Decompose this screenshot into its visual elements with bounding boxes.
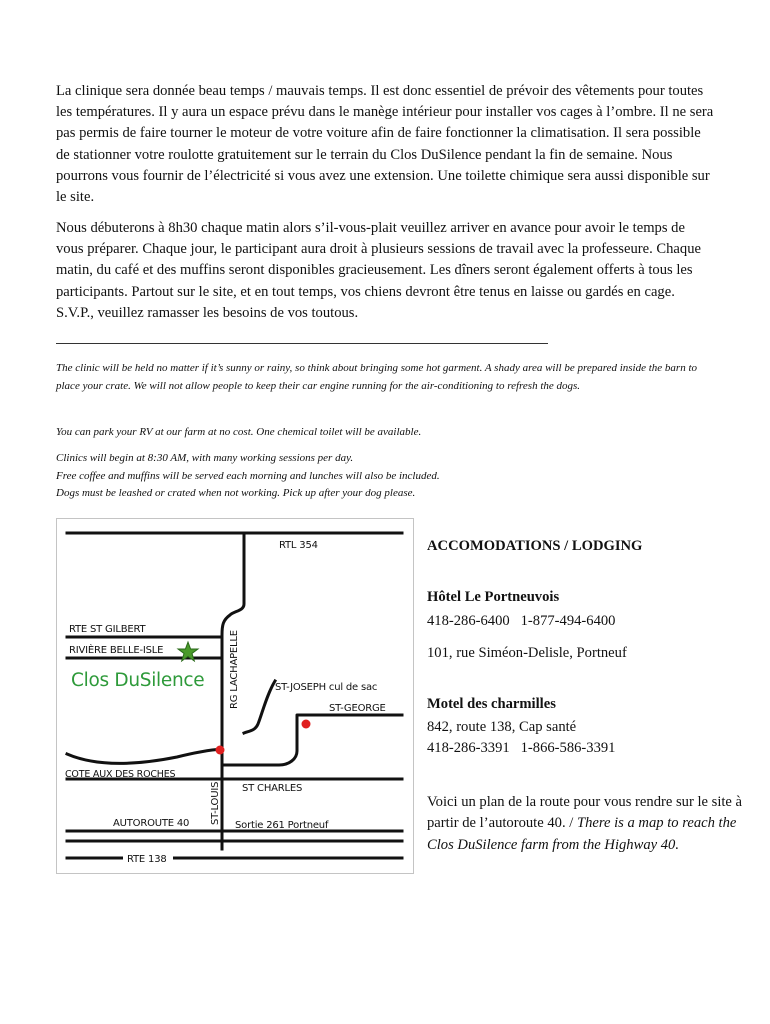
english-line-dogs: Dogs must be leashed or crated when not working. Pick up after your dog please. <box>56 487 416 499</box>
hotel1-address: 101, rue Siméon-Delisle, Portneuf <box>427 644 627 661</box>
road-st-joseph <box>244 681 275 733</box>
label-rte-138: RTE 138 <box>127 854 167 865</box>
label-st-george: ST-GEORGE <box>329 703 386 714</box>
english-paragraph-1: The clinic will be held no matter if it’s sunny or rainy, so think about bringing some hot garment. A shady area will be prepared inside the barn to place your crate. We will not allow people to keep their car engine running for the air-conditioning to refresh the dogs. <box>56 362 698 392</box>
map-caption-fr: Voici un plan de la route pour vous rendre sur le site à partir de l’autoroute 40. / <box>427 793 743 831</box>
french-paragraph-2: Nous débuterons à 8h30 chaque matin alors s’il-vous-plait veuillez arriver en avance pour avoir le temps de vous préparer. Chaque jour, le participant aura droit à plusieurs sessions de travail avec la professeure. Chaque matin, du café et des muffins seront disponibles gracieusement. Les dîners seront également offerts à tous les participants. Partout sur le site, et en tout temps, vos chiens devront être tenus en laisse ou gardés en cage. S.V.P., veuillez ramasser les besoins de vos toutous. <box>56 220 701 321</box>
road-cote-aux-des-roches <box>67 749 222 763</box>
hotel2-phones: 418-286-3391 1-866-586-3391 <box>427 740 616 756</box>
label-cote-aux-des-roches: COTE AUX DES ROCHES <box>65 769 176 780</box>
label-sortie-261: Sortie 261 Portneuf <box>235 820 329 831</box>
route-map-drawing <box>57 519 413 873</box>
location-marker-icon <box>302 720 311 729</box>
label-rtl354: RTL 354 <box>279 540 318 551</box>
english-line-coffee: Free coffee and muffins will be served each morning and lunches will also be included. <box>56 469 440 482</box>
hotel2-address: 842, route 138, Cap santé <box>427 718 577 735</box>
label-autoroute-40: AUTOROUTE 40 <box>113 818 190 829</box>
road-st-george <box>222 715 402 765</box>
lodging-section <box>427 536 747 856</box>
french-paragraph-1: La clinique sera donnée beau temps / mauvais temps. Il est donc essentiel de prévoir des vêtements pour toutes les températures. Il y aura un espace prévu dans le manège intérieur pour installer vos cages à l’ombre. Il ne sera pas permis de faire tourner le moteur de votre voiture afin de faire fonctionner la climatisation. Il sera possible de stationner votre roulotte gratuitement sur le terrain du Clos DuSilence pendant la fin de semaine. Nous pourrons vous fournir de l’électricité si vous avez une extension. Une toilette chimique sera aussi disponible sur le site. <box>56 83 714 206</box>
label-st-louis: ST-LOUIS <box>210 781 221 825</box>
english-line-clinics: Clinics will begin at 8:30 AM, with many working sessions per day. <box>56 452 354 464</box>
label-st-joseph: ST-JOSEPH cul de sac <box>275 682 378 693</box>
map-caption-en: There is a map to reach the Clos DuSilence farm from the Highway 40. <box>427 815 737 853</box>
lodging-title: ACCOMODATIONS / LODGING <box>427 538 643 554</box>
english-paragraph-3 <box>56 450 716 503</box>
map-caption <box>427 792 747 857</box>
hotel2-name: Motel des charmilles <box>427 696 556 712</box>
farm-label: Clos DuSilence <box>71 670 205 691</box>
english-paragraph-2: You can park your RV at our farm at no cost. One chemical toilet will be available. <box>56 426 422 438</box>
hotel1-phones: 418-286-6400 1-877-494-6400 <box>427 613 616 629</box>
separator-line <box>56 343 548 344</box>
label-st-charles: ST CHARLES <box>242 783 303 794</box>
label-rg-lachapelle: RG LACHAPELLE <box>229 630 240 709</box>
route-map <box>56 518 414 874</box>
label-rte-st-gilbert: RTE ST GILBERT <box>69 624 146 635</box>
label-riviere-belle-isle: RIVIÈRE BELLE-ISLE <box>69 645 164 656</box>
location-marker-icon <box>216 746 225 755</box>
hotel1-name: Hôtel Le Portneuvois <box>427 588 560 605</box>
